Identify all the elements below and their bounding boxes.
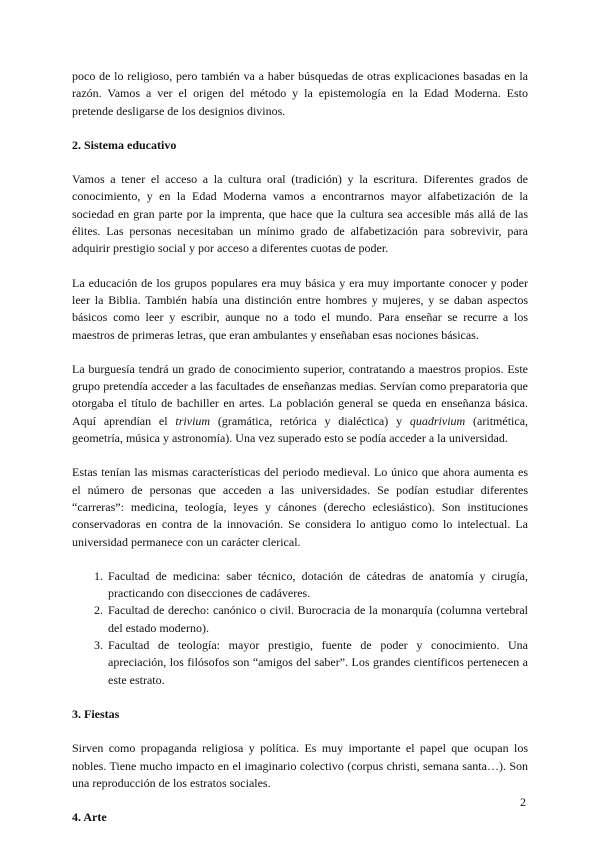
- fiestas-paragraph-1: Sirven como propaganda religiosa y política. Es muy importante el papel que ocupan los nobles. Tiene mucho impacto en el imaginario colectivo (corpus christi, semana santa…). Son una reproducción de los estratos sociales.: [72, 741, 528, 790]
- section-heading-educacion: 2. Sistema educativo: [72, 137, 177, 152]
- term-trivium: trivium: [175, 413, 211, 428]
- section-heading-arte: 4. Arte: [72, 810, 107, 825]
- list-item: 3. Facultad de teología: mayor prestigio, fuente de poder y conocimiento. Una apreciación, los filósofos son “amigos del saber”. Los grandes científicos pertenecen a este estrato.: [106, 637, 528, 689]
- educacion-paragraph-4: Estas tenían las mismas características del periodo medieval. Lo único que ahora aumenta es el número de personas que acceden a las universidades. Se podían estudiar diferentes “carreras”: medicina, teología, leyes y cánones (derecho eclesiástico). Son instituciones conservadoras en contra de la innovación. Se considera lo antiguo como lo intelectual. La universidad permanece con un carácter clerical.: [72, 465, 528, 549]
- list-item: 1. Facultad de medicina: saber técnico, dotación de cátedras de anatomía y cirugía, practicando con disecciones de cadáveres.: [106, 568, 528, 603]
- intro-paragraph: poco de lo religioso, pero también va a haber búsquedas de otras explicaciones basadas en la razón. Vamos a ver el origen del método y la epistemología en la Edad Moderna. Esto pretende desligarse de los designios divinos.: [72, 69, 528, 118]
- faculties-list: [72, 568, 528, 689]
- text-run: La burguesía tendrá un grado de conocimiento superior, contratando a maestros propios. Este grupo pretendía acceder a las facultades de enseñanzas medias. Servían como preparatoria que otorgaba el título de bachiller en artes. La población general se queda en enseñanza básica. Aquí aprendían el: [72, 361, 528, 428]
- section-heading-fiestas: 3. Fiestas: [72, 706, 120, 721]
- list-item: 2. Facultad de derecho: canónico o civil. Burocracia de la monarquía (columna vertebral del estado moderno).: [106, 602, 528, 637]
- text-run: (aritmética, geometría, música y astronomía). Una vez superado esto se podía acceder a la universidad.: [72, 413, 529, 446]
- page-number: 2: [520, 795, 526, 809]
- term-quadrivium: quadrivium: [409, 413, 466, 428]
- educacion-paragraph-2: La educación de los grupos populares era muy básica y era muy importante conocer y poder leer la Biblia. También había una distinción entre hombres y mujeres, y se daban aspectos básicos como leer y escribir, aunque no a todo el mundo. Para enseñar se recurre a los maestros de primeras letras, que eran ambulantes y enseñaban esas nociones básicas.: [72, 275, 528, 342]
- document-page: [72, 68, 528, 826]
- educacion-paragraph-1: Vamos a tener el acceso a la cultura oral (tradición) y la escritura. Diferentes grados de conocimiento, y en la Edad Moderna vamos a encontrarnos mayor alfabetización de la sociedad en gran parte por la imprenta, que hace que la cultura sea accesible más allá de las élites. Las personas necesitaban un mínimo grado de alfabetización para sobrevivir, para adquirir prestigio social y por acceso a diferentes cuotas de poder.: [72, 172, 528, 256]
- educacion-paragraph-3: [72, 361, 528, 447]
- text-run: (gramática, retórica y dialéctica) y: [210, 413, 410, 428]
